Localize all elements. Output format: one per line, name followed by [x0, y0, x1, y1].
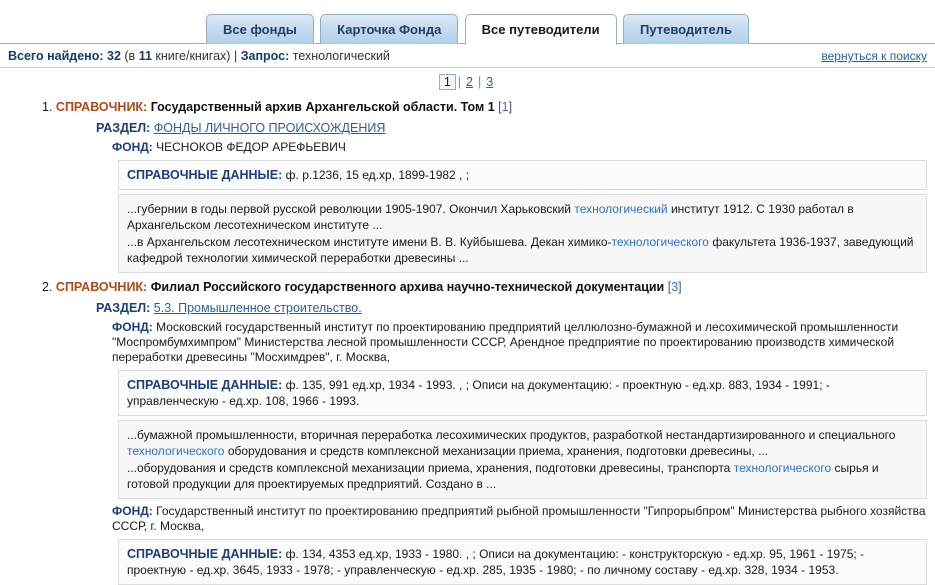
result-kind-label: СПРАВОЧНИК:	[55, 100, 148, 114]
tab-all-guides[interactable]: Все путеводители	[465, 14, 617, 45]
reference-data-panel	[118, 160, 927, 190]
result-count-link[interactable]: 1	[501, 100, 509, 114]
fond-label: ФОНД:	[112, 140, 153, 154]
section-link[interactable]: 5.3. Промышленное строительство.	[153, 301, 362, 315]
snippet-text	[127, 427, 918, 459]
snippet-part: ...оборудования и средств комплексной механизации приема, хранения, подготовки древесины, транспорта	[127, 461, 734, 475]
books-prefix: (в	[124, 49, 136, 63]
reference-data-label: СПРАВОЧНЫЕ ДАННЫЕ:	[127, 168, 283, 182]
page-1[interactable]: 1	[439, 74, 456, 90]
result-count-open: [	[667, 280, 672, 294]
result-body	[8, 117, 927, 273]
fond-row	[96, 137, 927, 156]
section-label: РАЗДЕЛ:	[96, 301, 151, 315]
fond-value: ЧЕСНОКОВ ФЕДОР АРЕФЬЕВИЧ	[156, 140, 346, 154]
page-sep-2: |	[477, 75, 482, 89]
snippet-text	[127, 201, 918, 233]
result-count-open: [	[498, 100, 502, 114]
result-item	[8, 275, 927, 585]
tab-guide[interactable]: Путеводитель	[623, 14, 749, 44]
query-label: Запрос:	[240, 49, 290, 63]
reference-data-panel	[118, 370, 927, 416]
summary-separator: |	[233, 49, 238, 63]
section-row	[96, 117, 927, 137]
books-count: 11	[138, 49, 152, 63]
fond-row	[96, 501, 927, 535]
pagination	[0, 68, 935, 94]
result-number: 2.	[42, 280, 53, 294]
snippet-panel	[118, 194, 927, 273]
snippet-part: ...губернии в годы первой русской революции 1905-1907. Окончил Харьковский	[127, 202, 575, 216]
snippet-part: ...бумажной промышленности, вторичная переработка лесохимических продуктов, разработкой нестандартизированного и специального	[127, 428, 896, 442]
result-number: 1.	[42, 100, 53, 114]
reference-data-value: ф. 135, 991 ед.хр, 1934 - 1993. , ; Описи на документацию: - проектную - ед.хр. 883, 1934 - 1991; - управленческую - ед.хр. 108, 1966 - 1993.	[127, 378, 830, 408]
highlight-term[interactable]: технологического	[127, 444, 225, 458]
result-header	[8, 275, 927, 297]
snippet-part: ...в Архангельском лесотехническом институте имени В. В. Куйбышева. Декан химико-	[127, 235, 612, 249]
result-title: Филиал Российского государственного архива научно-технической документации	[150, 280, 665, 294]
snippet-panel	[118, 420, 927, 499]
section-link[interactable]: ФОНДЫ ЛИЧНОГО ПРОИСХОЖДЕНИЯ	[153, 121, 386, 135]
query-value: технологический	[292, 49, 390, 63]
reference-data-value: ф. р.1236, 15 ед.хр, 1899-1982 , ;	[285, 168, 470, 182]
result-title: Государственный архив Архангельской области. Том 1	[150, 100, 495, 114]
snippet-text	[127, 234, 918, 266]
results-summary	[0, 44, 935, 68]
page-3[interactable]: 3	[486, 75, 494, 89]
found-label: Всего найдено:	[8, 49, 104, 63]
page-2[interactable]: 2	[466, 75, 473, 89]
highlight-term[interactable]: технологического	[733, 461, 832, 475]
reference-data-panel	[118, 539, 927, 585]
result-count-close: ]	[678, 280, 682, 294]
section-row	[96, 297, 927, 317]
books-word: книге/книгах)	[155, 49, 231, 63]
result-count-link[interactable]: 3	[671, 280, 679, 294]
tab-bar	[0, 0, 935, 44]
snippet-part: оборудования и средств комплексной механизации приема, хранения, подготовки древесины, ...	[224, 444, 769, 458]
result-header	[8, 95, 927, 117]
reference-data-value: ф. 134, 4353 ед.хр, 1933 - 1980. , ; Описи на документацию: - конструкторскую - ед.хр. 95, 1961 - 1975; - проектную - ед.хр. 3645, 1933 - 1978; - управленческую - ед.хр. 285, 1935 - 1980; - по личному составу - ед.хр. 328, 1934 - 1953.	[127, 547, 865, 577]
result-item	[8, 95, 927, 273]
result-body	[8, 297, 927, 585]
results-list	[0, 95, 935, 577]
section-label: РАЗДЕЛ:	[96, 121, 151, 135]
snippet-part: институт 1912. С 1930 работал в Архангельском лесотехническом институте ...	[127, 202, 854, 232]
snippet-text	[127, 460, 918, 492]
result-kind-label: СПРАВОЧНИК:	[55, 280, 148, 294]
fond-label: ФОНД:	[112, 320, 153, 334]
reference-data-label: СПРАВОЧНЫЕ ДАННЫЕ:	[127, 547, 283, 561]
snippet-part: факультета 1936-1937, заведующий кафедрой технологии химической переработки древесины ...	[127, 235, 914, 265]
tab-all-funds[interactable]: Все фонды	[206, 14, 314, 44]
back-to-search-link[interactable]: вернуться к поиску	[821, 49, 927, 63]
highlight-term[interactable]: технологический	[574, 202, 668, 216]
page-sep-1: |	[457, 75, 462, 89]
result-count-close: ]	[508, 100, 513, 114]
fond-value: Государственный институт по проектированию предприятий рыбной промышленности "Гипрорыбпром" Министерства рыбного хозяйства СССР, г. Москва,	[112, 504, 926, 533]
tab-fund-card[interactable]: Карточка Фонда	[320, 14, 458, 44]
highlight-term[interactable]: технологического	[611, 235, 709, 249]
reference-data-label: СПРАВОЧНЫЕ ДАННЫЕ:	[127, 378, 283, 392]
fond-label: ФОНД:	[112, 504, 153, 518]
found-count: 32	[107, 49, 121, 63]
snippet-part: сырья и готовой продукции для проектируемых предприятий. Создано в ...	[127, 461, 879, 491]
fond-row	[96, 317, 927, 366]
fond-value: Московский государственный институт по проектированию предприятий целлюлозно-бумажной и лесохимической промышленности "Моспромбумхимпром" Министерства лесной промышленности СССР, Арендное предприятие по проектированию производств химической переработки древесины "Мосхимдрев", г. Москва,	[112, 320, 899, 364]
